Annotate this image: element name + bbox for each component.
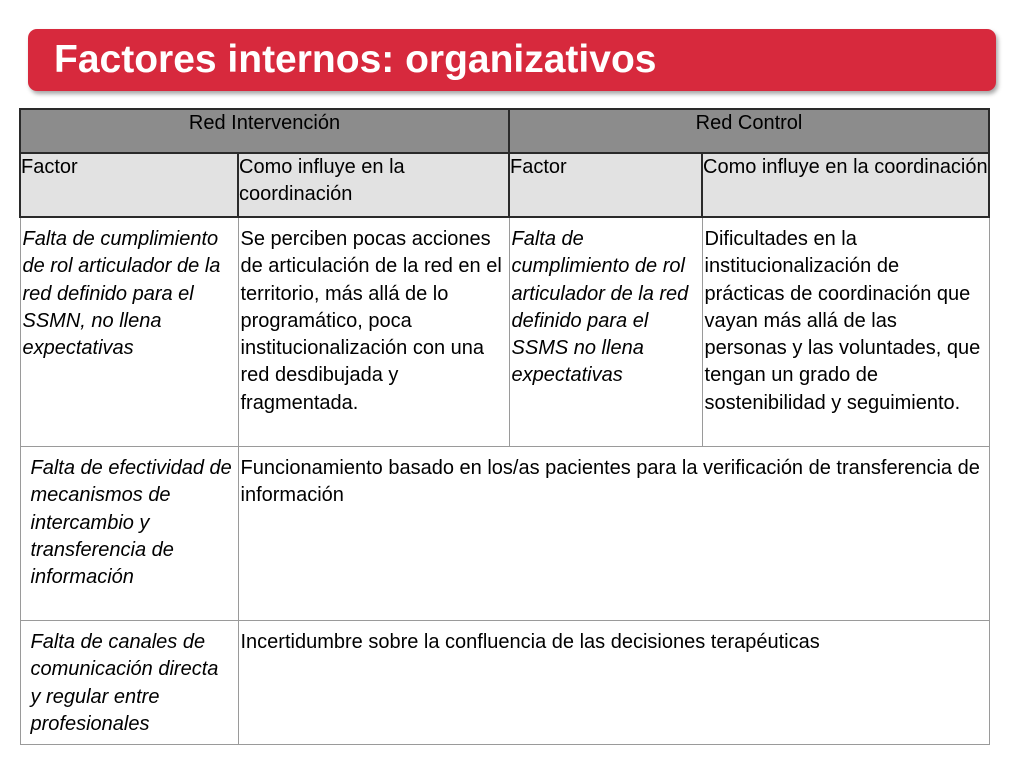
influence-cell: Incertidumbre sobre la confluencia de las decisiones terapéuticas [238, 621, 989, 745]
table-row [20, 217, 989, 447]
group-header-intervencion: Red Intervención [20, 109, 509, 153]
influence-cell: Se perciben pocas acciones de articulación de la red en el territorio, más allá de lo programático, poca institucionalización con una red desdibujada y fragmentada. [238, 217, 509, 447]
sub-header-row [20, 153, 989, 217]
sub-header-influencia: Como influye en la coordinación [702, 153, 989, 217]
factor-cell: Falta de canales de comunicación directa y regular entre profesionales [20, 621, 238, 745]
factor-cell: Falta de cumplimiento de rol articulador de la red definido para el SSMN, no llena expectativas [20, 217, 238, 447]
factor-cell: Falta de efectividad de mecanismos de intercambio y transferencia de información [20, 447, 238, 621]
slide-title: Factores internos: organizativos [54, 38, 657, 81]
sub-header-factor: Factor [509, 153, 702, 217]
group-header-row [20, 109, 989, 153]
table-row [20, 447, 989, 621]
influence-cell: Funcionamiento basado en los/as pacientes para la verificación de transferencia de información [238, 447, 989, 621]
group-header-control: Red Control [509, 109, 989, 153]
sub-header-factor: Factor [20, 153, 238, 217]
factors-table [19, 108, 990, 745]
influence-cell: Dificultades en la institucionalización de prácticas de coordinación que vayan más allá de las personas y las voluntades, que tengan un grado de sostenibilidad y seguimiento. [702, 217, 989, 447]
factor-cell: Falta de cumplimiento de rol articulador de la red definido para el SSMS no llena expectativas [509, 217, 702, 447]
sub-header-influencia: Como influye en la coordinación [238, 153, 509, 217]
table-row [20, 621, 989, 745]
title-banner [28, 29, 996, 91]
